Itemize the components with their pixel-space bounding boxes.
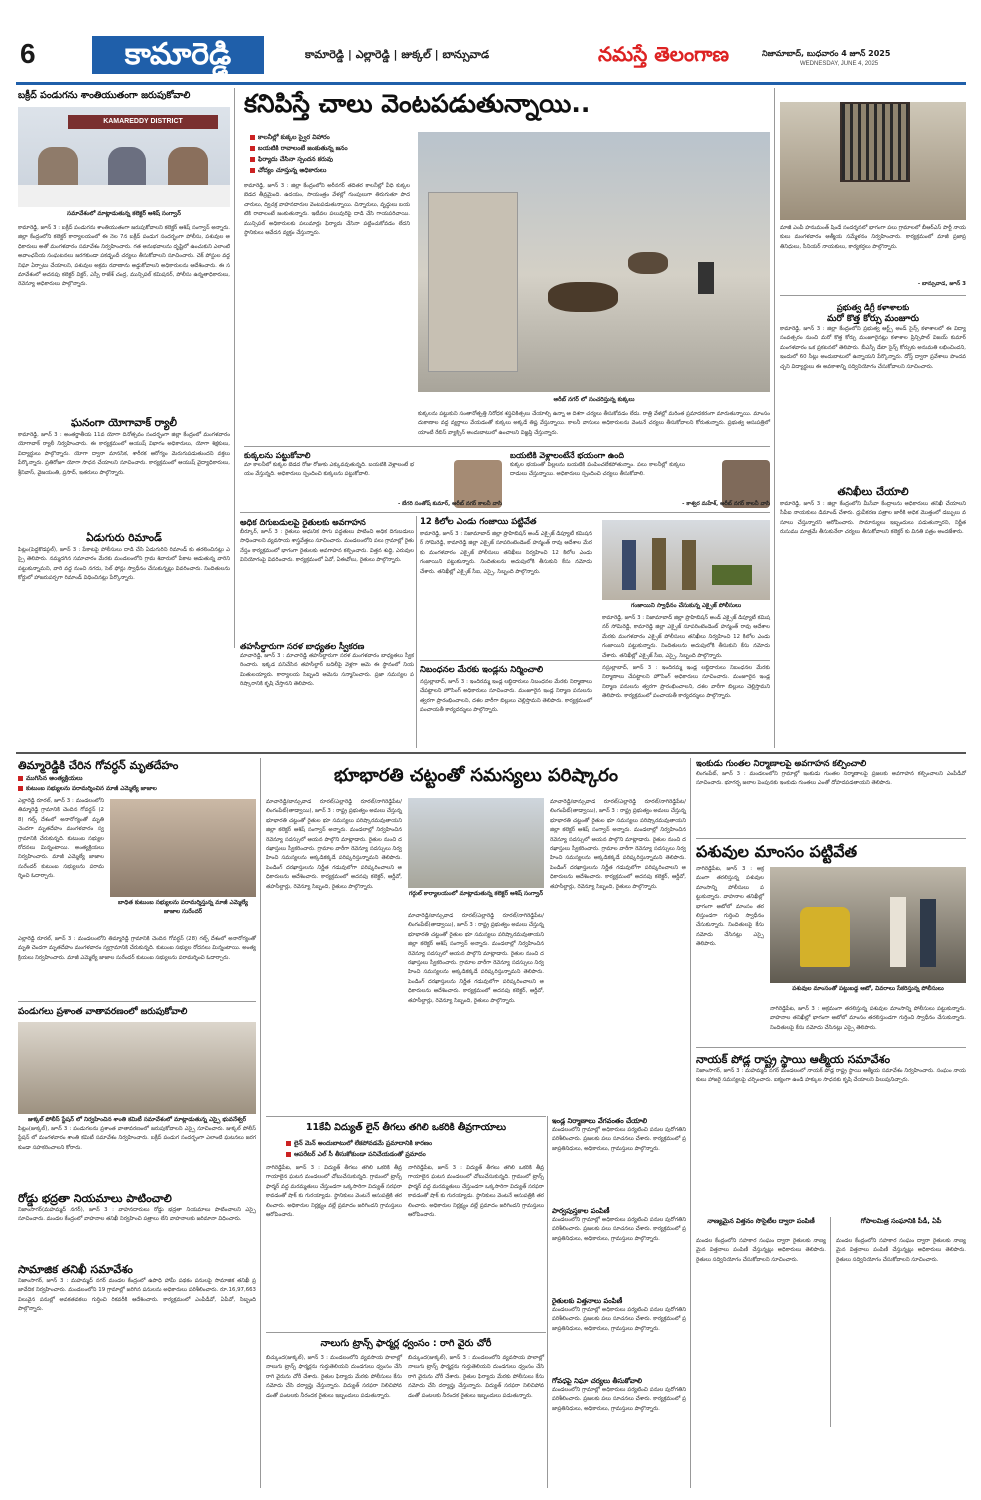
- column-divider: [774, 88, 775, 748]
- headline: నిబంధనల మేరకు ఇండ్లను నిర్మించాలి: [420, 665, 544, 675]
- headline: నాయక్ పోడ్ల రాష్ట్ర స్థాయి ఆత్మీయ సమావేశం: [696, 1053, 891, 1066]
- photo-ganja-seizure: [602, 520, 770, 600]
- headline: పార్వపుస్తకాల పంపిణీ: [552, 1207, 610, 1215]
- lead-headline: కనిపిస్తే చాలు వెంటపడుతున్నాయి..: [244, 89, 591, 118]
- article-body: మాచారెడ్డి, జూన్ 3 : మాచారెడ్డి తహసీల్దారుగా సరళ మంగళవారం బాధ్యతలు స్వీకరించారు. ఇక్కడ పనిచేసిన తహసీల్దార్ బదిలీపై వెళ్లగా ఆమె ఈ స్థానంలో నియమితులయ్యారు. కార్యాలయ సిబ్బంది ఆమెను సన్మానించారు. ప్రజా సమస్యల పరిష్కారానికి కృషి చేస్తానని తెలిపారు.: [240, 653, 414, 688]
- headline-remand: ఏడుగురు రిమాండ్: [86, 532, 162, 544]
- quote-headline: బయటికి వెళ్లాలంటేనే భయంగా ఉంది: [510, 451, 624, 460]
- headline: తిమ్మారెడ్డికి చేరిన గోవర్ధన్ మృతదేహం: [18, 759, 179, 772]
- article-body: పిట్లం(పెద్దకొడప్గల్), జూన్ 3 : పేకాటపై పోలీసులు దాడి చేసి ఏడుగురిని రిమాండ్ కు తరలించినట్లు ఎస్సై తెలిపారు. నమ్మదగిన సమాచారం మేరకు మండలంలోని గ్రామ శివారులో పేకాట ఆడుతున్న వారిని పట్టుకున్నామని, వారి వద్ద నుంచి నగదు, సెల్ ఫోన్లు స్వాధీనం చేసుకున్నట్లు వివరించారు. నిందితులను కోర్టులో హాజరుపర్చగా రిమాండ్ విధించినట్లు పేర్కొన్నారు.: [18, 547, 232, 582]
- quote-headline: కుక్కలను పట్టుకోవాలి: [244, 451, 311, 460]
- district-title: కామారెడ్డి: [92, 36, 264, 74]
- seized-packets: [712, 565, 752, 585]
- photo-meat-seizure: [770, 867, 966, 983]
- headline: తహసీల్దారుగా సరళ బాధ్యతల స్వీకరణ: [240, 641, 365, 651]
- headline-degree-2: మరో కొత్త కోర్సు మంజూరు: [826, 314, 920, 324]
- gate: [840, 102, 910, 182]
- article-body: కామారెడ్డి, జూన్ 3 : అంతర్జాతీయ 11వ యోగా దినోత్సవం సందర్భంగా జిల్లా కేంద్రంలో మంగళవారం యోగావాక్ ర్యాలీ నిర్వహించారు. ఈ కార్యక్రమంలో ఆయుష్ విభాగం అధికారులు, యోగా శిక్షకులు, విద్యార్థులు పాల్గొన్నారు. యోగా ద్వారా మానసిక, శారీరక ఆరోగ్యం మెరుగుపడుతుందని వక్తలు పేర్కొన్నారు. ప్రతిరోజూ యోగా సాధన చేయాలని సూచించారు. కార్యక్రమంలో ఆయుష్ వైద్యాధికారులు, శ్రీనివాస్, వైజయంతి, ప్రసాద్, ఇతరులు పాల్గొన్నారు.: [18, 432, 232, 476]
- headline: రోడ్డు భద్రతా నియమాలు పాటించాలి: [18, 1192, 172, 1205]
- masthead-subtitle: కామారెడ్డి | ఎల్లారెడ్డి | జుక్కల్ | బాన్సువాడ: [305, 48, 490, 61]
- article-body: నాగిరెడ్డిపేట, జూన్ 3 : విద్యుత్ తీగలు తగిలి ఒకరికి తీవ్రగాయాలైన ఘటన మండలంలో చోటుచేసుకున్నది. గ్రామంలో ట్రాన్స్ ఫార్మర్ వద్ద మరమ్మతులు చేస్తుండగా ఒక్కసారిగా విద్యుత్ సరఫరా కావడంతో షాక్ కు గురయ్యాడు. స్థానికులు వెంటనే ఆసుపత్రికి తరలించారు. అధికారుల నిర్లక్ష్యం వల్లే ప్రమాదం జరిగిందని గ్రామస్తులు ఆరోపించారు.: [266, 1165, 404, 1219]
- headline-yoga: ఘనంగా యోగావాక్ ర్యాలీ: [71, 417, 177, 429]
- headline: అధిక దిగుబడులపై రైతులకు అవగాహన: [240, 517, 366, 527]
- headline: ఇండ్ల నిర్మాణాలు వేగవంతం చేయాలి: [552, 1117, 648, 1125]
- headline-bhubharati: భూభారతి చట్టంతో సమస్యలు పరిష్కారం: [334, 765, 618, 786]
- headline-bakrid: బక్రీద్ పండుగను శాంతియుతంగా జరుపుకోవాలి: [18, 90, 191, 101]
- article-body: కామారెడ్డి, జూన్ 3 : జిల్లా కేంద్రంలోని మీసేవా కేంద్రాలను అధికారులు తనిఖీ చేయాలని సీపీఐ నాయకులు డిమాండ్ చేశారు. ధ్రువీకరణ పత్రాల జారీకి అధిక మొత్తంలో డబ్బులు వసూలు చేస్తున్నారని ఆరోపించారు. సామాన్యులు ఇబ్బందులు పడుతున్నారని, నిర్ణీత రుసుము మాత్రమే తీసుకునేలా చర్యలు తీసుకోవాలని కలెక్టర్ కు వినతి పత్రం అందజేశారు.: [780, 501, 968, 536]
- photo-caption: గర్గుల్ కార్యాలయంలో మాట్లాడుతున్న కలెక్టర్ ఆశిష్ సంగ్వాన్: [408, 891, 544, 897]
- person-silhouette: [698, 262, 714, 294]
- article-body: మండలంలోని గ్రామాల్లో అధికారులు పర్యటించి పనుల పురోగతిని పరిశీలించారు. ప్రజలకు పలు సూచనలు చేశారు. కార్యక్రమంలో ప్రజాప్రతినిధులు, అధికారులు, గ్రామస్తులు పాల్గొన్నారు.: [552, 1217, 688, 1242]
- article-body: నిజాంసాగర్, జూన్ 3 : మహమ్మద్ నగర్ మండల కేంద్రంలో ఉపాధి హామీ పథకం పనులపై సామాజిక తనిఖీ ప్రజావేదిక నిర్వహించారు. మండలంలోని 19 గ్రామాల్లో జరిగిన పనులను అధికారులు పరిశీలించారు. రూ.16,97,663 విలువైన పనుల్లో అవకతవకలు గుర్తించి రికవరీకి ఆదేశించారు. కార్యక్రమంలో ఎంపీడీవో, ఏపీవో, సిబ్బంది పాల్గొన్నారు.: [18, 1278, 258, 1313]
- subhead: కుటుంబ సభ్యులను పరామర్శించిన మాజీ ఎమ్మెల్యే జాజాల: [18, 784, 256, 795]
- photo-caption: గంజాయిని స్వాధీనం చేసుకున్న ఎక్సైజ్ పోలీసులు: [630, 603, 742, 609]
- right-column: [780, 88, 966, 748]
- photo-caption: బాధిత కుటుంబ సభ్యులను పరామర్శిస్తున్న మాజీ ఎమ్మెల్యే జాజాల సురేందర్: [118, 900, 248, 915]
- article-body: కామారెడ్డి, జూన్ 3 : బక్రీద్ పండుగను శాంతియుతంగా జరుపుకోవాలని కలెక్టర్ ఆశిష్ సంగ్వాన్ అన్నారు. జిల్లా కేంద్రంలోని కలెక్టర్ కార్యాలయంలో ఈ నెల 7న బక్రీద్ పండుగ సందర్భంగా పోలీసు, పశువుల అధికారులు అతో మంగళవారం సమావేశం నిర్వహించారు. గత అనుభవాలను దృష్టిలో ఉంచుకుని ఎలాంటి అవాంఛనీయ సంఘటనలు జరగకుండా పకడ్బందీ చర్యలు తీసుకోవాలని సూచించారు. చెక్ పోస్టుల వద్ద నిఘా ఏర్పాటు చేయాలని, పశువుల అక్రమ రవాణాను అడ్డుకోవాలని అధికారులను ఆదేశించారు. ఈ సమావేశంలో అదనపు కలెక్టర్ విక్టర్, ఎస్పీ రాజేశ్ చంద్ర, మున్సిపల్ కమిషనర్, పోలీసు ఉన్నతాధికారులు, రెవెన్యూ అధికారులు పాల్గొన్నారు.: [18, 225, 232, 288]
- headline: పశువుల మాంసం పట్టివేత: [696, 842, 858, 861]
- photo-meeting: [18, 107, 230, 207]
- masthead: [0, 0, 981, 80]
- article-body: నిజాంసాగర్(మహమ్మద్ నగర్), జూన్ 3 : వాహనదారులు రోడ్డు భద్రతా నియమాలు పాటించాలని ఎస్సై సూచించారు. మండల కేంద్రంలో వాహనాల తనిఖీ నిర్వహించి పత్రాలు లేని వాహనాలకు జరిమానా విధించారు.: [18, 1207, 258, 1223]
- article-body-cont: నస్రుల్లాబాద్, జూన్ 3 : ఇందిరమ్మ ఇండ్ల లబ్ధిదారులు నిబంధనల మేరకు నిర్మాణాలు చేపట్టాలని హౌసింగ్ అధికారులు సూచించారు. మంజూరైన ఇండ్ల నిర్మాణ పనులను త్వరగా ప్రారంభించాలని, దశల వారీగా బిల్లులు చెల్లిస్తామని తెలిపారు. కార్యక్రమంలో పంచాయతీ కార్యదర్శులు పాల్గొన్నారు.: [602, 665, 772, 700]
- headline: గోవధపై నిఘా చర్యలు తీసుకోవాలి: [552, 1377, 642, 1385]
- headline: రైతులకు విత్తనాలు పంపిణీ: [552, 1297, 623, 1305]
- date-telugu: నిజామాబాద్, బుధవారం 4 జూన్ 2025: [762, 49, 891, 58]
- headline: నాణ్యమైన విత్తనం సొసైటీల ద్వారా పంపిణీ: [707, 1217, 815, 1225]
- caption-meeting: సమావేశంలో మాట్లాడుతున్న కలెక్టర్ ఆశిష్ సంగ్వాన్: [67, 211, 181, 217]
- person-silhouette: [622, 540, 636, 590]
- left-column: [18, 88, 230, 648]
- dog-icon: [628, 252, 668, 274]
- headline: సామాజిక తనిఖీ సమావేశం: [18, 1263, 133, 1276]
- photo-revenue-meeting: [408, 798, 544, 888]
- article-body: మండలంలోని గ్రామాల్లో అధికారులు పర్యటించి పనుల పురోగతిని పరిశీలించారు. ప్రజలకు పలు సూచనలు చేశారు. కార్యక్రమంలో ప్రజాప్రతినిధులు, అధికారులు, గ్రామస్తులు పాల్గొన్నారు.: [552, 1127, 688, 1152]
- article-body: నాగిరెడ్డిపేట, జూన్ 3 : అక్రమంగా తరలిస్తున్న పశువుల మాంసాన్ని పోలీసులు పట్టుకున్నారు. వాహనాల తనిఖీల్లో భాగంగా ఆటోలో మాంసం తరలిస్తుండగా గుర్తించి స్వాధీనం చేసుకున్నారు. నిందితులపై కేసు నమోదు చేసినట్లు ఎస్సై తెలిపారు.: [696, 866, 766, 948]
- photo-caption: పశువుల మాంసంతో పట్టుబడ్డ ఆటో, వివరాలు సేకరిస్తున్న పోలీసులు: [792, 986, 944, 992]
- divider: [266, 1116, 546, 1117]
- mid-article-2: [420, 516, 770, 746]
- article-body: నిజాంసాగర్, జూన్ 3 : మహమ్మద్ నగర్ మండలంలో నాయక్ పోడ్ల రాష్ట్ర స్థాయి ఆత్మీయ సమావేశం నిర్వహించారు. సంఘం నాయకులు హాజరై సమస్యలపై చర్చించారు. ఐక్యంగా ఉండి హక్కుల సాధనకు కృషి చేయాలని పిలుపునిచ్చారు.: [696, 1068, 966, 1084]
- divider: [266, 1332, 546, 1333]
- article-body-cont: ఎల్లారెడ్డి రూరల్, జూన్ 3 : మండలంలోని తిమ్మారెడ్డి గ్రామానికి చెందిన గోవర్ధన్ (28) గల్ఫ్ దేశంలో అనారోగ్యంతో మృతి చెందగా మృతదేహం మంగళవారం స్వగ్రామానికి చేరుకున్నది. కుటుంబ సభ్యుల రోదనలు మిన్నంటాయి. అంత్యక్రియలు నిర్వహించారు. మాజీ ఎమ్మెల్యే జాజాల సురేందర్ కుటుంబ సభ్యులను పరామర్శించి ఓదార్చారు.: [18, 936, 258, 961]
- headline-inspection: తనిఖీలు చేయాలి: [837, 486, 909, 498]
- article-body-cont: నాగిరెడ్డిపేట, జూన్ 3 : విద్యుత్ తీగలు తగిలి ఒకరికి తీవ్రగాయాలైన ఘటన మండలంలో చోటుచేసుకున్నది. గ్రామంలో ట్రాన్స్ ఫార్మర్ వద్ద మరమ్మతులు చేస్తుండగా ఒక్కసారిగా విద్యుత్ సరఫరా కావడంతో షాక్ కు గురయ్యాడు. స్థానికులు వెంటనే ఆసుపత్రికి తరలించారు. అధికారుల నిర్లక్ష్యం వల్లే ప్రమాదం జరిగిందని గ్రామస్తులు ఆరోపించారు.: [408, 1165, 546, 1219]
- headline: ఇంకుడు గుంతల నిర్మాణాలపై అవగాహన కల్పించాలి: [696, 759, 867, 769]
- auto-rickshaw: [800, 907, 850, 967]
- briefs-column: [552, 1116, 686, 1488]
- divider: [244, 446, 770, 447]
- headline: 11కేవీ విద్యుత్ లైన్ తీగలు తగిలి ఒకరికి తీవ్రగాయాలు: [305, 1122, 507, 1133]
- headline: గోపాలమిత్ర సంఘానికి పీడీ, ఏపీ: [860, 1217, 942, 1225]
- page-number: 6: [20, 38, 36, 69]
- photo-peace-committee: [18, 1022, 256, 1114]
- divider: [696, 1047, 966, 1048]
- bullet-item: బయటికి రావాలంటే జంకుతున్న జనం: [250, 143, 408, 154]
- article-body: నస్రుల్లాబాద్, జూన్ 3 : ఇందిరమ్మ ఇండ్ల లబ్ధిదారులు నిబంధనల మేరకు నిర్మాణాలు చేపట్టాలని హౌసింగ్ అధికారులు సూచించారు. మంజూరైన ఇండ్ల నిర్మాణ పనులను త్వరగా ప్రారంభించాలని, దశల వారీగా బిల్లులు చెల్లిస్తామని తెలిపారు. కార్యక్రమంలో పంచాయతీ కార్యదర్శులు పాల్గొన్నారు.: [420, 679, 594, 714]
- subhead: ఆపరేటర్ ఎల్ సీ తీసుకోకుండా పనిచేయడంతో ప్రమాదం: [286, 1149, 546, 1160]
- newspaper-brand: నమస్తే తెలంగాణ: [598, 42, 730, 66]
- lead-story: [240, 88, 770, 508]
- photo-condolence: [110, 799, 256, 897]
- photo-caption: జుక్కల్ పోలీస్ స్టేషన్ లో నిర్వహించిన శాంతి కమిటీ సమావేశంలో మాట్లాడుతున్న ఎస్సై భువనేశ్వర్: [27, 1117, 247, 1123]
- article-body-cont: మాచారెడ్డి/బాన్సువాడ రూరల్/ఎల్లారెడ్డి రూరల్/నాగిరెడ్డిపేట/లింగంపేట్(తాడ్వాయి), జూన్ 3 : రాష్ట్ర ప్రభుత్వం అమలు చేస్తున్న భూభారతి చట్టంతో రైతుల భూ సమస్యలు పరిష్కారమవుతాయని జిల్లా కలెక్టర్ ఆశిష్ సంగ్వాన్ అన్నారు. మండలాల్లో నిర్వహించిన రెవెన్యూ సదస్సులో ఆయన పాల్గొని మాట్లాడారు. రైతుల నుంచి దరఖాస్తులు స్వీకరించారు. గ్రామాల వారీగా రెవెన్యూ సదస్సులు నిర్వహించి సమస్యలను అక్కడికక్కడే పరిష్కరిస్తున్నామని తెలిపారు. పెండింగ్ దరఖాస్తులను నిర్ణీత గడువులోగా పరిష్కరించాలని అధికారులను ఆదేశించారు. కార్యక్రమంలో అదనపు కలెక్టర్, ఆర్డీవో, తహసీల్దార్లు, రెవెన్యూ సిబ్బంది, రైతులు పాల్గొన్నారు.: [408, 913, 546, 1004]
- bottom-left-column: [18, 758, 256, 1488]
- column-divider: [547, 1116, 548, 1488]
- article-body: మండలంలోని గ్రామాల్లో అధికారులు పర్యటించి పనుల పురోగతిని పరిశీలించారు. ప్రజలకు పలు సూచనలు చేశారు. కార్యక్రమంలో ప్రజాప్రతినిధులు, అధికారులు, గ్రామస్తులు పాల్గొన్నారు.: [552, 1387, 688, 1412]
- person-silhouette: [890, 897, 906, 967]
- quote-body: కుక్కల భయంతో పిల్లలను బయటికి పంపించలేకపోతున్నాం. పలు కాలనీల్లో కుక్కలు దాడులు చేస్తున్నాయి. అధికారులు స్పందించి చర్యలు తీసుకోవాలి.: [510, 462, 687, 478]
- lead-bullets: [250, 132, 408, 176]
- article-body: మాజీ ఎంపీ హనుమంత్ షిండే సందర్శనలో భాగంగా పలు గ్రామాలలో బీఆర్ఎస్ పార్టీ నాయకులు మంగళవారం ఆత్మీయ సమ్మేళనం నిర్వహించారు. కార్యక్రమంలో మాజీ ప్రజాప్రతినిధులు, సీనియర్ నాయకులు, కార్యకర్తలు పాల్గొన్నారు.: [780, 225, 966, 250]
- article-body: మండలంలోని గ్రామాల్లో అధికారులు పర్యటించి పనుల పురోగతిని పరిశీలించారు. ప్రజలకు పలు సూచనలు చేశారు. కార్యక్రమంలో ప్రజాప్రతినిధులు, అధికారులు, గ్రామస్తులు పాల్గొన్నారు.: [552, 1307, 688, 1332]
- subhead: లైన్ మెన్ అందుబాటులో లేకపోవడమే ప్రమాదానికి కారణం: [286, 1138, 546, 1149]
- dog-icon: [548, 282, 618, 312]
- headline: పండుగలు ప్రశాంత వాతావరణంలో జరుపుకోవాలి: [18, 1007, 188, 1017]
- article-body: మండల కేంద్రంలోని సహకార సంఘం ద్వారా రైతులకు నాణ్యమైన విత్తనాలు పంపిణీ చేస్తున్నట్లు అధికారులు తెలిపారు. రైతులు సద్వినియోగం చేసుకోవాలని సూచించారు.: [836, 1238, 968, 1263]
- article-body-cont: కామారెడ్డి, జూన్ 3 : నిజామాబాద్ జిల్లా ప్రొహిబిషన్ అండ్ ఎక్సైజ్ డిప్యూటీ కమిషనర్ సోమిరెడ్డి, కామారెడ్డి జిల్లా ఎక్సైజ్ సూపరింటెండెంట్ హన్మంత్ రావు ఆదేశాల మేరకు మంగళవారం ఎక్సైజ్ పోలీసులు తనిఖీలు నిర్వహించి 12 కిలోల ఎండు గంజాయిని పట్టుకున్నారు. నిందితులను అదుపులోకి తీసుకుని కేసు నమోదు చేశారు. తనిఖీల్లో ఎక్సైజ్ సీఐ, ఎస్సై, సిబ్బంది పాల్గొన్నారు.: [602, 615, 772, 659]
- column-divider: [260, 758, 261, 1488]
- divider: [18, 1001, 256, 1002]
- bottom-center: [266, 758, 686, 1488]
- divider: [696, 838, 966, 839]
- article-body: బీర్కూర్, జూన్ 3 : రైతులు ఆధునిక సాగు పద్ధతులు పాటించి అధిక దిగుబడులు సాధించాలని వ్యవసాయ శాస్త్రవేత్తలు సూచించారు. మండలంలోని పలు గ్రామాల్లో రైతు నేస్తం కార్యక్రమంలో భాగంగా రైతులకు అవగాహన కల్పించారు. విత్తన శుద్ధి, ఎరువుల వినియోగంపై వివరించారు. కార్యక్రమంలో ఏవో, ఏఈవోలు, రైతులు పాల్గొన్నారు.: [240, 529, 416, 564]
- photo-stray-dogs: [418, 132, 770, 392]
- table: [18, 185, 230, 207]
- article-body: మండల కేంద్రంలోని సహకార సంఘం ద్వారా రైతులకు నాణ్యమైన విత్తనాలు పంపిణీ చేస్తున్నట్లు అధికారులు తెలిపారు. రైతులు సద్వినియోగం చేసుకోవాలని సూచించారు.: [696, 1238, 828, 1263]
- mid-article-1: [240, 516, 414, 746]
- section-divider: [16, 752, 966, 754]
- headline: 12 కిలోల ఎండు గంజాయి పట్టివేత: [420, 517, 537, 527]
- article-body: కామారెడ్డి, జూన్ 3 : నిజామాబాద్ జిల్లా ప్రొహిబిషన్ అండ్ ఎక్సైజ్ డిప్యూటీ కమిషనర్ సోమిరెడ్డి, కామారెడ్డి జిల్లా ఎక్సైజ్ సూపరింటెండెంట్ హన్మంత్ రావు ఆదేశాల మేరకు మంగళవారం ఎక్సైజ్ పోలీసులు తనిఖీలు నిర్వహించి 12 కిలోల ఎండు గంజాయిని పట్టుకున్నారు. నిందితులను అదుపులోకి తీసుకుని కేసు నమోదు చేశారు. తనిఖీల్లో ఎక్సైజ్ సీఐ, ఎస్సై, సిబ్బంది పాల్గొన్నారు.: [420, 531, 594, 575]
- bullet-item: కాలనీల్లో కుక్కల స్వైర విహారం: [250, 132, 408, 143]
- lead-body: కామారెడ్డి, జూన్ 3 : జిల్లా కేంద్రంలోని అరీనగర్ తదితర కాలనీల్లో వీధి కుక్కల బెడద తీవ్రమైంది. ఉదయం, సాయంత్రం వేళల్లో గుంపులుగా తిరుగుతూ పాదచారులు, ద్విచక్ర వాహనదారుల వెంటపడుతున్నాయి. చిన్నారులు, వృద్ధులు బయటికి రావాలంటే జంకుతున్నారు. ఇటీవల పలువురిపై దాడి చేసి గాయపరిచాయి. మున్సిపల్ అధికారులకు పలుమార్లు ఫిర్యాదు చేసినా పట్టించుకోవడం లేదని స్థానికులు ఆవేదన వ్యక్తం చేస్తున్నారు.: [244, 183, 412, 237]
- subhead: ముగిసిన అంత్యక్రియలు: [18, 773, 256, 784]
- bottom-right-column: [696, 758, 966, 1488]
- article-body-cont: బిచ్కుంద(జుక్కల్), జూన్ 3 : మండలంలోని వ్యవసాయ పొలాల్లో నాలుగు ట్రాన్స్ ఫార్మర్లను గుర్తుతెలియని దుండగులు ధ్వంసం చేసి రాగి వైరును చోరీ చేశారు. రైతుల ఫిర్యాదు మేరకు పోలీసులు కేసు నమోదు చేసి దర్యాప్తు చేస్తున్నారు. విద్యుత్ సరఫరా నిలిచిపోవడంతో పంటలకు నీరందక రైతులు ఇబ్బందులు పడుతున్నారు.: [408, 1355, 546, 1399]
- lead-body-cont: కుక్కలను పట్టుకుని సంతానోత్పత్తి నిరోధక శస్త్రచికిత్సలు చేయాల్సి ఉన్నా ఆ దిశగా చర్యలు తీసుకోవడం లేదు. రాత్రి వేళల్లో మరింత ప్రమాదకరంగా మారుతున్నాయి. మాంసం దుకాణాల వద్ద వ్యర్థాలు వేయడంతో కుక్కలు అక్కడే తిష్ట వేస్తున్నాయి. కాలనీ వాసులు అధికారులను వెంటనే చర్యలు తీసుకోవాలని కోరుతున్నారు. ప్రభుత్వ ఆసుపత్రిలో యాంటీ రేబిస్ వ్యాక్సిన్ అందుబాటులో ఉంచాలని విజ్ఞప్తి చేస్తున్నారు.: [418, 411, 772, 436]
- article-body: లింగంపేట్, జూన్ 3 : మండలంలోని గ్రామాల్లో ఇంకుడు గుంతల నిర్మాణాలపై ప్రజలకు అవగాహన కల్పించాలని ఎంపీడీవో సూచించారు. భూగర్భ జలాల పెంపునకు ఇంకుడు గుంతలు ఎంతో దోహదపడతాయని తెలిపారు.: [696, 771, 968, 787]
- article-body-cont: నాగిరెడ్డిపేట, జూన్ 3 : అక్రమంగా తరలిస్తున్న పశువుల మాంసాన్ని పోలీసులు పట్టుకున్నారు. వాహనాల తనిఖీల్లో భాగంగా ఆటోలో మాంసం తరలిస్తుండగా గుర్తించి స్వాధీనం చేసుకున్నారు. నిందితులపై కేసు నమోదు చేసినట్లు ఎస్సై తెలిపారు.: [770, 1006, 968, 1031]
- bullet-item: ఫిర్యాదు చేసినా స్పందన కరువు: [250, 154, 408, 165]
- person-silhouette: [920, 899, 936, 967]
- person-silhouette: [682, 540, 696, 590]
- article-body: ఎల్లారెడ్డి రూరల్, జూన్ 3 : మండలంలోని తిమ్మారెడ్డి గ్రామానికి చెందిన గోవర్ధన్ (28) గల్ఫ్ దేశంలో అనారోగ్యంతో మృతి చెందగా మృతదేహం మంగళవారం స్వగ్రామానికి చేరుకున్నది. కుటుంబ సభ్యుల రోదనలు మిన్నంటాయి. అంత్యక్రియలు నిర్వహించారు. మాజీ ఎమ్మెల్యే జాజాల సురేందర్ కుటుంబ సభ్యులను పరామర్శించి ఓదార్చారు.: [18, 798, 106, 880]
- divider: [420, 660, 770, 661]
- wall-pillar: [428, 192, 518, 372]
- person-silhouette: [652, 538, 666, 590]
- quote-name-1: - బేగరి సంతోష్ కుమార్, అరీబ్ నగర్ కాలనీ వాసి: [397, 501, 502, 507]
- bullet-item: చోద్యం చూస్తున్న అధికారులు: [250, 165, 408, 176]
- article-body: మాచారెడ్డి/బాన్సువాడ రూరల్/ఎల్లారెడ్డి రూరల్/నాగిరెడ్డిపేట/లింగంపేట్(తాడ్వాయి), జూన్ 3 : రాష్ట్ర ప్రభుత్వం అమలు చేస్తున్న భూభారతి చట్టంతో రైతుల భూ సమస్యలు పరిష్కారమవుతాయని జిల్లా కలెక్టర్ ఆశిష్ సంగ్వాన్ అన్నారు. మండలాల్లో నిర్వహించిన రెవెన్యూ సదస్సులో ఆయన పాల్గొని మాట్లాడారు. రైతుల నుంచి దరఖాస్తులు స్వీకరించారు. గ్రామాల వారీగా రెవెన్యూ సదస్సులు నిర్వహించి సమస్యలను అక్కడికక్కడే పరిష్కరిస్తున్నామని తెలిపారు. పెండింగ్ దరఖాస్తులను నిర్ణీత గడువులోగా పరిష్కరించాలని అధికారులను ఆదేశించారు. కార్యక్రమంలో అదనపు కలెక్టర్, ఆర్డీవో, తహసీల్దార్లు, రెవెన్యూ సిబ్బంది, రైతులు పాల్గొన్నారు.: [266, 799, 404, 890]
- photo-banner: KAMAREDDY DISTRICT: [68, 115, 218, 129]
- lead-photo-caption: అరీబ్ నగర్ లో సంచరిస్తున్న కుక్కలు: [553, 397, 635, 403]
- column-divider: [830, 1217, 831, 1427]
- column-divider: [690, 758, 691, 1488]
- quote-name-2: - కాశ్వర మహేశ్, అరీబ్ నగర్ కాలనీ వాసి: [682, 501, 770, 507]
- article-body: పిట్లం(జుక్కల్), జూన్ 3 : పండుగలను ప్రశాంత వాతావరణంలో జరుపుకోవాలని ఎస్సై సూచించారు. జుక్కల్ పోలీస్ స్టేషన్ లో మంగళవారం శాంతి కమిటీ సమావేశం నిర్వహించారు. బక్రీద్ పండుగ సందర్భంగా ఎలాంటి ఘటనలు జరగకుండా సహకరించాలని కోరారు.: [18, 1126, 258, 1151]
- headline: నాలుగు ట్రాన్స్ ఫార్మర్ల ధ్వంసం : రాగి వైరు చోరీ: [320, 1338, 492, 1349]
- masthead-rule: [16, 82, 966, 85]
- column-divider: [416, 516, 417, 748]
- date-english: WEDNESDAY, JUNE 4, 2025: [800, 61, 879, 67]
- article-body-cont: మాచారెడ్డి/బాన్సువాడ రూరల్/ఎల్లారెడ్డి రూరల్/నాగిరెడ్డిపేట/లింగంపేట్(తాడ్వాయి), జూన్ 3 : రాష్ట్ర ప్రభుత్వం అమలు చేస్తున్న భూభారతి చట్టంతో రైతుల భూ సమస్యలు పరిష్కారమవుతాయని జిల్లా కలెక్టర్ ఆశిష్ సంగ్వాన్ అన్నారు. మండలాల్లో నిర్వహించిన రెవెన్యూ సదస్సులో ఆయన పాల్గొని మాట్లాడారు. రైతుల నుంచి దరఖాస్తులు స్వీకరించారు. గ్రామాల వారీగా రెవెన్యూ సదస్సులు నిర్వహించి సమస్యలను అక్కడికక్కడే పరిష్కరిస్తున్నామని తెలిపారు. పెండింగ్ దరఖాస్తులను నిర్ణీత గడువులోగా పరిష్కరించాలని అధికారులను ఆదేశించారు. కార్యక్రమంలో అదనపు కలెక్టర్, ఆర్డీవో, తహసీల్దార్లు, రెవెన్యూ సిబ్బంది, రైతులు పాల్గొన్నారు.: [550, 799, 688, 890]
- divider: [780, 295, 966, 296]
- divider: [240, 512, 770, 513]
- article-body: బిచ్కుంద(జుక్కల్), జూన్ 3 : మండలంలోని వ్యవసాయ పొలాల్లో నాలుగు ట్రాన్స్ ఫార్మర్లను గుర్తుతెలియని దుండగులు ధ్వంసం చేసి రాగి వైరును చోరీ చేశారు. రైతుల ఫిర్యాదు మేరకు పోలీసులు కేసు నమోదు చేసి దర్యాప్తు చేస్తున్నారు. విద్యుత్ సరఫరా నిలిచిపోవడంతో పంటలకు నీరందక రైతులు ఇబ్బందులు పడుతున్నారు.: [266, 1355, 404, 1399]
- dateline: - బాన్సువాడ, జూన్ 3: [917, 281, 966, 287]
- headline-degree: ప్రభుత్వ డిగ్రీ కళాశాలకు: [836, 303, 910, 312]
- column-divider: [234, 88, 235, 648]
- photo-brs-meeting: [780, 102, 966, 220]
- article-body: కామారెడ్డి, జూన్ 3 : జిల్లా కేంద్రంలోని ప్రభుత్వ ఆర్ట్స్ అండ్ సైన్స్ కళాశాలలో ఈ విద్యా సంవత్సరం నుంచి మరో కొత్త కోర్సు మంజూరైనట్లు కళాశాల ప్రిన్సిపాల్ విజయ్ కుమార్ మంగళవారం ఒక ప్రకటనలో తెలిపారు. బీఎస్సీ డేటా సైన్స్ కోర్సుకు అనుమతి లభించిందని, ఇందులో 60 సీట్లు అందుబాటులో ఉన్నాయని పేర్కొన్నారు. దోస్త్ ద్వారా ప్రవేశాలు పొందవచ్చని విద్యార్థులు ఈ అవకాశాన్ని సద్వినియోగం చేసుకోవాలని సూచించారు.: [780, 326, 968, 370]
- quote-body: మా కాలనీలో కుక్కల బెడద రోజు రోజుకు ఎక్కువవుతున్నది. బయటికి వెళ్లాలంటే భయం వేస్తున్నది. అధికారులు స్పందించి కుక్కలను పట్టుకోవాలి.: [244, 462, 414, 478]
